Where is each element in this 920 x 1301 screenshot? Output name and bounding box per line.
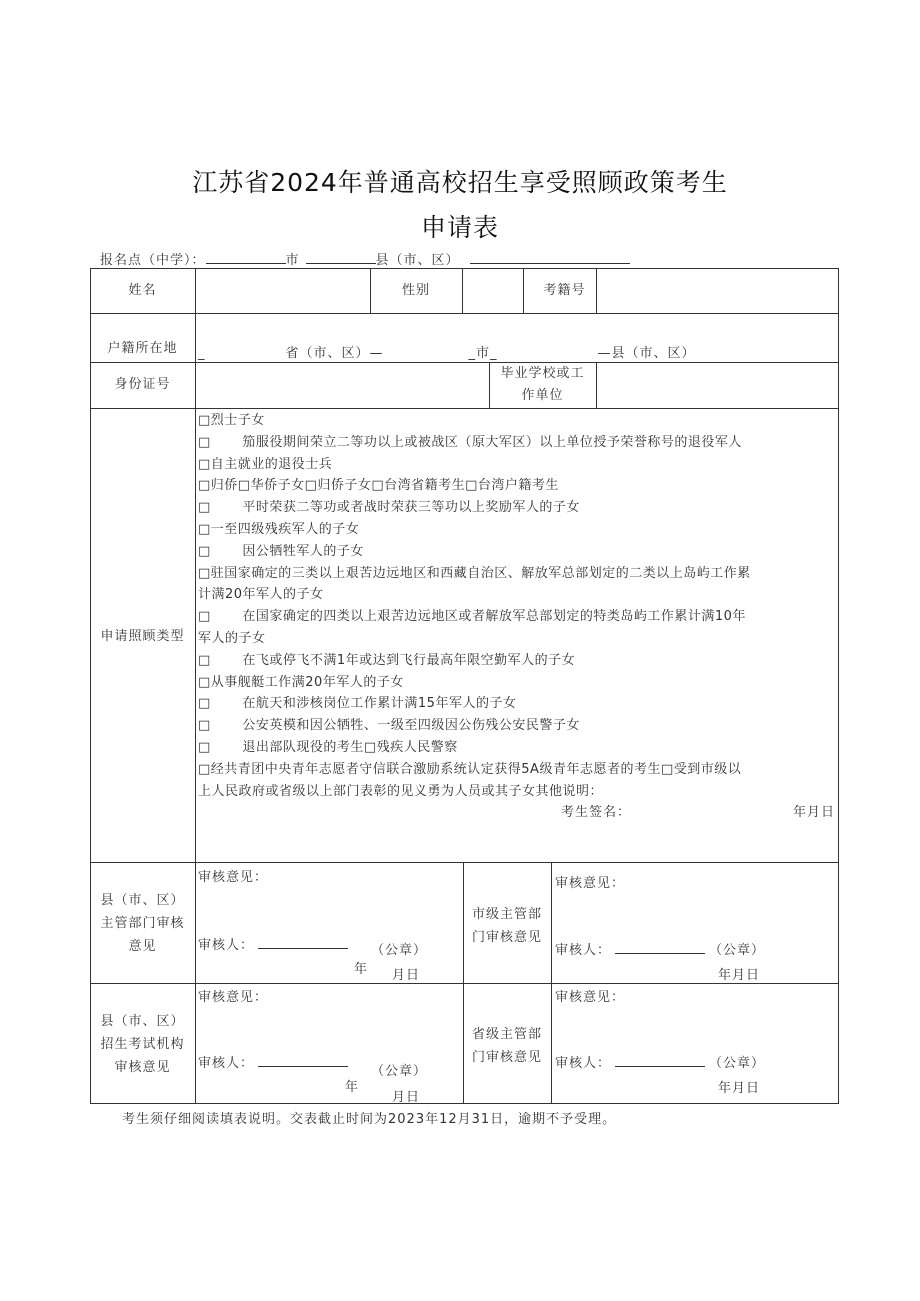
household-province: 省（市、区）—: [285, 346, 384, 361]
prov-seal: （公章）: [709, 1056, 766, 1071]
type-option[interactable]: □归侨□华侨子女□归侨子女□台湾省籍考生□台湾户籍考生: [198, 478, 559, 494]
household-label: 户籍所在地: [107, 341, 178, 356]
prov-dept-label-1: 省级主管部: [471, 1027, 542, 1042]
id-no-label: 身份证号: [114, 377, 171, 392]
county-month-day: 月日: [392, 968, 421, 983]
exam-month-day: 月日: [392, 1090, 421, 1105]
signature-date: 年月日: [793, 805, 836, 820]
gender-label: 性别: [401, 283, 430, 298]
registration-city: 市: [285, 253, 300, 268]
name-label: 姓名: [128, 283, 157, 298]
household-fill[interactable]: _ 省（市、区）— _市_ —县（市、区）: [198, 346, 696, 361]
col-divider: [523, 268, 524, 313]
city-opinion-label: 审核意见：: [555, 876, 626, 891]
apply-type-options: [198, 410, 838, 802]
type-option[interactable]: □ 在国家确定的四类以上艰苦边远地区或者解放军总部划定的特类岛屿工作累计满10年: [198, 609, 746, 625]
prov-reviewer-input[interactable]: [615, 1054, 705, 1067]
exam-opinion-label: 审核意见：: [198, 990, 269, 1005]
registration-label: 报名点（中学）：: [100, 253, 206, 268]
school-work-label-2: 作单位: [521, 388, 564, 403]
exam-reviewer: [198, 1052, 352, 1071]
col-divider: [596, 268, 597, 313]
county-dept-label-2: 主管部门审核: [100, 916, 185, 931]
type-option[interactable]: □一至四级残疾军人的子女: [198, 521, 360, 537]
prov-date: 年月日: [718, 1081, 761, 1096]
county-opinion-label: 审核意见：: [198, 870, 269, 885]
type-option-continued: 军人的子女: [198, 630, 266, 646]
prov-opinion-label: 审核意见：: [555, 990, 626, 1005]
type-option[interactable]: □驻国家确定的三类以上艰苦边远地区和西藏自治区、解放军总部划定的二类以上岛屿工作累: [198, 565, 751, 581]
city-reviewer-input[interactable]: [615, 941, 705, 954]
county-exam-label-1: 县（市、区）: [100, 1014, 185, 1029]
type-option[interactable]: □烈士子女: [198, 413, 265, 428]
registration-county: 县（市、区）: [375, 253, 460, 268]
row-divider: [90, 313, 839, 314]
registration-city-blank[interactable]: [206, 251, 286, 264]
type-option[interactable]: □经共青团中央青年志愿者守信联合激励系统认定获得5A级青年志愿者的考生□受到市级以: [198, 761, 742, 777]
col-divider: [551, 862, 552, 1104]
form-subtitle: 申请表: [420, 213, 499, 242]
prov-reviewer-label: 审核人：: [555, 1056, 612, 1071]
row-divider: [90, 862, 839, 863]
type-option[interactable]: □ 在飞或停飞不满1年或达到飞行最高年限空勤军人的子女: [198, 652, 576, 668]
city-reviewer-label: 审核人：: [555, 943, 612, 958]
household-county: —县（市、区）: [597, 346, 696, 361]
city-dept-label-2: 门审核意见: [471, 930, 542, 945]
type-option[interactable]: □ 在航天和涉核岗位工作累计满15年军人的子女: [198, 696, 517, 712]
county-year: 年: [354, 962, 369, 977]
county-dept-label-1: 县（市、区）: [100, 893, 185, 908]
registration-county-blank[interactable]: [306, 251, 376, 264]
county-seal: （公章）: [371, 943, 428, 958]
type-option[interactable]: □ 因公牺牲军人的子女: [198, 543, 364, 559]
city-dept-label-1: 市级主管部: [471, 907, 542, 922]
city-seal: （公章）: [709, 943, 766, 958]
row-divider: [90, 362, 839, 363]
exam-seal: （公章）: [371, 1064, 428, 1079]
type-option[interactable]: □从事舰艇工作满20年军人的子女: [198, 674, 404, 690]
school-work-label-1: 毕业学校或工: [500, 366, 585, 381]
household-city: 市: [476, 346, 491, 361]
row-divider: [90, 408, 839, 409]
type-option-continued: 计满20年军人的子女: [198, 587, 324, 603]
registration-line: [100, 249, 630, 268]
type-option[interactable]: □ 退出部队现役的考生□残疾人民警察: [198, 739, 458, 755]
col-divider: [462, 268, 463, 313]
exam-no-label: 考籍号: [543, 283, 586, 298]
type-option[interactable]: □ 平时荣获二等功或者战时荣获三等功以上奖励军人的子女: [198, 500, 580, 516]
exam-reviewer-input[interactable]: [258, 1054, 348, 1067]
form-title: 江苏省2024年普通高校招生享受照顾政策考生: [192, 168, 728, 197]
exam-year: 年: [345, 1080, 360, 1095]
col-divider: [195, 268, 196, 1104]
prov-reviewer: [555, 1052, 709, 1071]
type-option-continued: 上人民政府或省级以上部门表彰的见义勇为人员或其子女其他说明：: [198, 783, 604, 799]
registration-school-blank[interactable]: [470, 251, 630, 264]
apply-type-label: 申请照顾类型: [100, 629, 185, 644]
city-date: 年月日: [718, 968, 761, 983]
type-option[interactable]: □自主就业的退役士兵: [198, 456, 333, 472]
row-divider: [90, 983, 839, 984]
type-option[interactable]: □ 公安英模和因公牺牲、一级至四级因公伤残公安民警子女: [198, 718, 580, 734]
footnote: 考生须仔细阅读填表说明。交表截止时间为2023年12月31日，逾期不予受理。: [122, 1112, 617, 1127]
county-reviewer-input[interactable]: [258, 936, 348, 949]
col-divider: [596, 362, 597, 408]
county-exam-label-2: 招生考试机构: [100, 1037, 185, 1052]
county-dept-label-3: 意见: [128, 939, 157, 954]
county-reviewer-label: 审核人：: [198, 938, 255, 953]
city-reviewer: [555, 939, 709, 958]
type-option[interactable]: □ 笳服役期间荣立二等功以上或被战区（原大军区）以上单位授予荣誉称号的退役军人: [198, 434, 742, 450]
county-reviewer: [198, 934, 352, 953]
exam-reviewer-label: 审核人：: [198, 1056, 255, 1071]
county-exam-label-3: 审核意见: [114, 1060, 171, 1075]
prov-dept-label-2: 门审核意见: [471, 1050, 542, 1065]
signature-label: 考生签名：: [561, 805, 632, 820]
